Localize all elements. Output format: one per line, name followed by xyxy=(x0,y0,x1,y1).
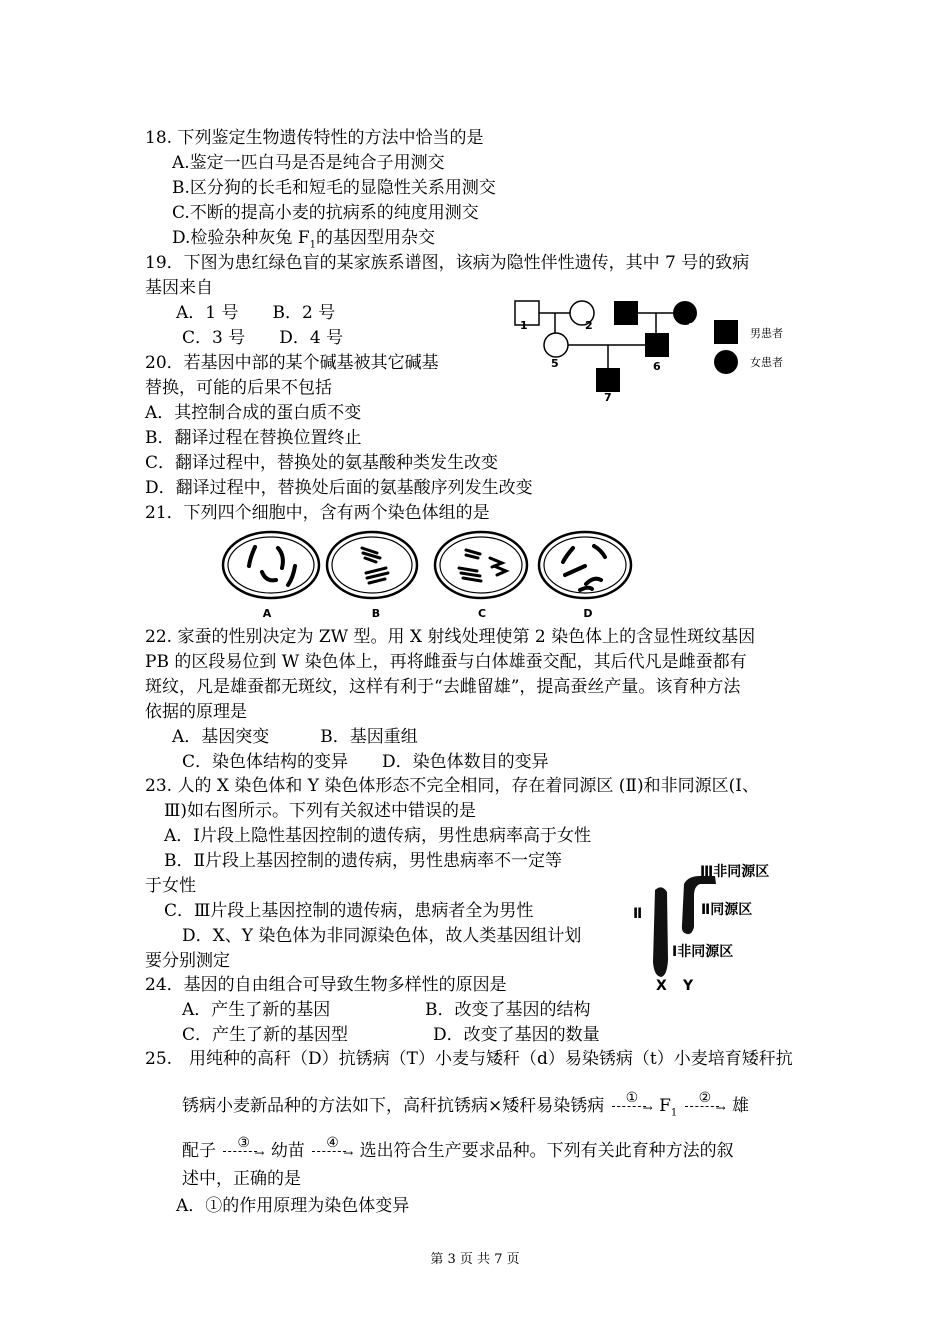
q22-line-2: PB 的区段易位到 W 染色体上，再将雌蚕与白体雄蚕交配，其后代凡是雌蚕都有 xyxy=(145,652,747,672)
q25-line-4: 述中，正确的是 xyxy=(182,1169,301,1189)
pedigree-label-7: 7 xyxy=(604,391,612,404)
q22-line-3: 斑纹，凡是雄蚕都无斑纹，这样有利于“去雌留雄”，提高蚕丝产量。该育种方法 xyxy=(145,677,741,697)
q23-option-d-2: 要分别测定 xyxy=(145,951,230,971)
y-label: Y xyxy=(683,978,694,994)
region-ii-label: Ⅱ同源区 xyxy=(701,902,753,918)
q22-line-4: 依据的原理是 xyxy=(145,702,247,722)
q24-option-d: D．改变了基因的数量 xyxy=(433,1025,600,1045)
q20-stem-2: 替换，可能的后果不包括 xyxy=(145,378,332,398)
q24-option-a: A．产生了新的基因 xyxy=(182,1000,331,1020)
region-i-label: Ⅰ非同源区 xyxy=(672,944,734,960)
region-ii-side-label: Ⅱ xyxy=(633,906,643,922)
q18-option-a: A.鉴定一匹白马是否是纯合子用测交 xyxy=(172,153,445,173)
pedigree-label-6: 6 xyxy=(653,360,661,373)
q20-stem-1: 20．若基因中部的某个碱基被其它碱基 xyxy=(145,353,439,373)
q22-options-1: A．基因突变 B．基因重组 xyxy=(172,727,418,747)
q24-option-c: C．产生了新的基因型 xyxy=(182,1025,349,1045)
page-footer: 第 3 页 共 7 页 xyxy=(430,1252,520,1267)
q20-option-b: B．翻译过程在替换位置终止 xyxy=(145,428,362,448)
q25-option-a: A．①的作用原理为染色体变异 xyxy=(176,1196,410,1216)
pedigree-label-3: 3 xyxy=(622,324,630,337)
q19-options-2: C．3 号 D．4 号 xyxy=(182,328,344,348)
q19-stem-1: 19．下图为患红绿色盲的某家族系谱图，该病为隐性伴性遗传，其中 7 号的致病 xyxy=(145,253,750,273)
q25-line-1: 25. 用纯种的高秆（D）抗锈病（T）小麦与矮秆（d）易染锈病（t）小麦培育矮秆抗 xyxy=(145,1049,793,1069)
q22-line-1: 22. 家蚕的性别决定为 ZW 型。用 X 射线处理使第 2 染色体上的含显性斑纹基因 xyxy=(145,627,756,647)
q23-option-b-2: 于女性 xyxy=(145,876,196,896)
q20-option-d: D．翻译过程中，替换处后面的氨基酸序列发生改变 xyxy=(145,478,533,498)
pedigree-label-4: 4 xyxy=(686,321,694,334)
process-arrow-3: ③ → xyxy=(221,1140,265,1162)
q20-option-a: A．其控制合成的蛋白质不变 xyxy=(145,403,362,423)
q25-line-2: 锈病小麦新品种的方法如下，高秆抗锈病×矮秆易染锈病 ① → $F_1$ ② → 雄 xyxy=(182,1090,750,1119)
q24-stem: 24．基因的自由组合可导致生物多样性的原因是 xyxy=(145,975,507,995)
process-arrow-2: ② → xyxy=(683,1095,727,1117)
q18-stem: 18. 下列鉴定生物遗传特性的方法中恰当的是 xyxy=(145,128,484,148)
process-arrow-4: ④ → xyxy=(310,1140,354,1162)
q19-stem-2: 基因来自 xyxy=(145,278,213,298)
region-iii-label: Ⅲ非同源区 xyxy=(700,864,770,880)
pedigree-label-5: 5 xyxy=(551,357,559,370)
q18-option-d: D.检验杂种灰兔 $F_1$的基因型用杂交 xyxy=(172,228,436,251)
x-chromosome xyxy=(653,887,668,977)
q22-options-2: C．染色体结构的变异 D．染色体数目的变异 xyxy=(182,752,549,772)
process-arrow-1: ① → xyxy=(610,1095,654,1117)
q23-option-d-1: D．X、Y 染色体为非同源染色体，故人类基因组计划 xyxy=(182,926,582,946)
q23-line-1: 23. 人的 X 染色体和 Y 染色体形态不完全相同，存在着同源区 (Ⅱ)和非同源区(I、 xyxy=(145,776,759,796)
x-label: X xyxy=(656,978,667,994)
cell-label-b: B xyxy=(371,607,381,620)
q21-stem: 21．下列四个细胞中，含有两个染色体组的是 xyxy=(145,503,490,523)
q19-options-1: A．1 号 B．2 号 xyxy=(176,303,336,323)
q20-option-c: C．翻译过程中，替换处的氨基酸种类发生改变 xyxy=(145,453,499,473)
cell-label-c: C xyxy=(477,607,487,620)
cell-label-d: D xyxy=(583,607,593,620)
q23-option-a: A．Ⅰ片段上隐性基因控制的遗传病，男性患病率高于女性 xyxy=(164,826,591,846)
q23-option-b-1: B．Ⅱ片段上基因控制的遗传病，男性患病率不一定等 xyxy=(164,851,563,871)
q18-option-b: B.区分狗的长毛和短毛的显隐性关系用测交 xyxy=(172,178,496,198)
q23-line-2: Ⅲ)如右图所示。下列有关叙述中错误的是 xyxy=(164,801,477,821)
q24-option-b: B．改变了基因的结构 xyxy=(425,1000,591,1020)
q25-line-3: 配子 ③ → 幼苗 ④ → 选出符合生产要求品种。下列有关此育种方法的叙 xyxy=(182,1135,734,1161)
legend-male-label: 男患者 xyxy=(750,327,783,340)
q18-option-c: C.不断的提高小麦的抗病系的纯度用测交 xyxy=(172,203,479,223)
pedigree-label-1: 1 xyxy=(520,319,528,332)
legend-female-label: 女患者 xyxy=(750,356,783,369)
pedigree-label-2: 2 xyxy=(585,319,593,332)
cell-label-a: A xyxy=(262,607,272,620)
q23-option-c: C．Ⅲ片段上基因控制的遗传病，患病者全为男性 xyxy=(164,901,534,921)
